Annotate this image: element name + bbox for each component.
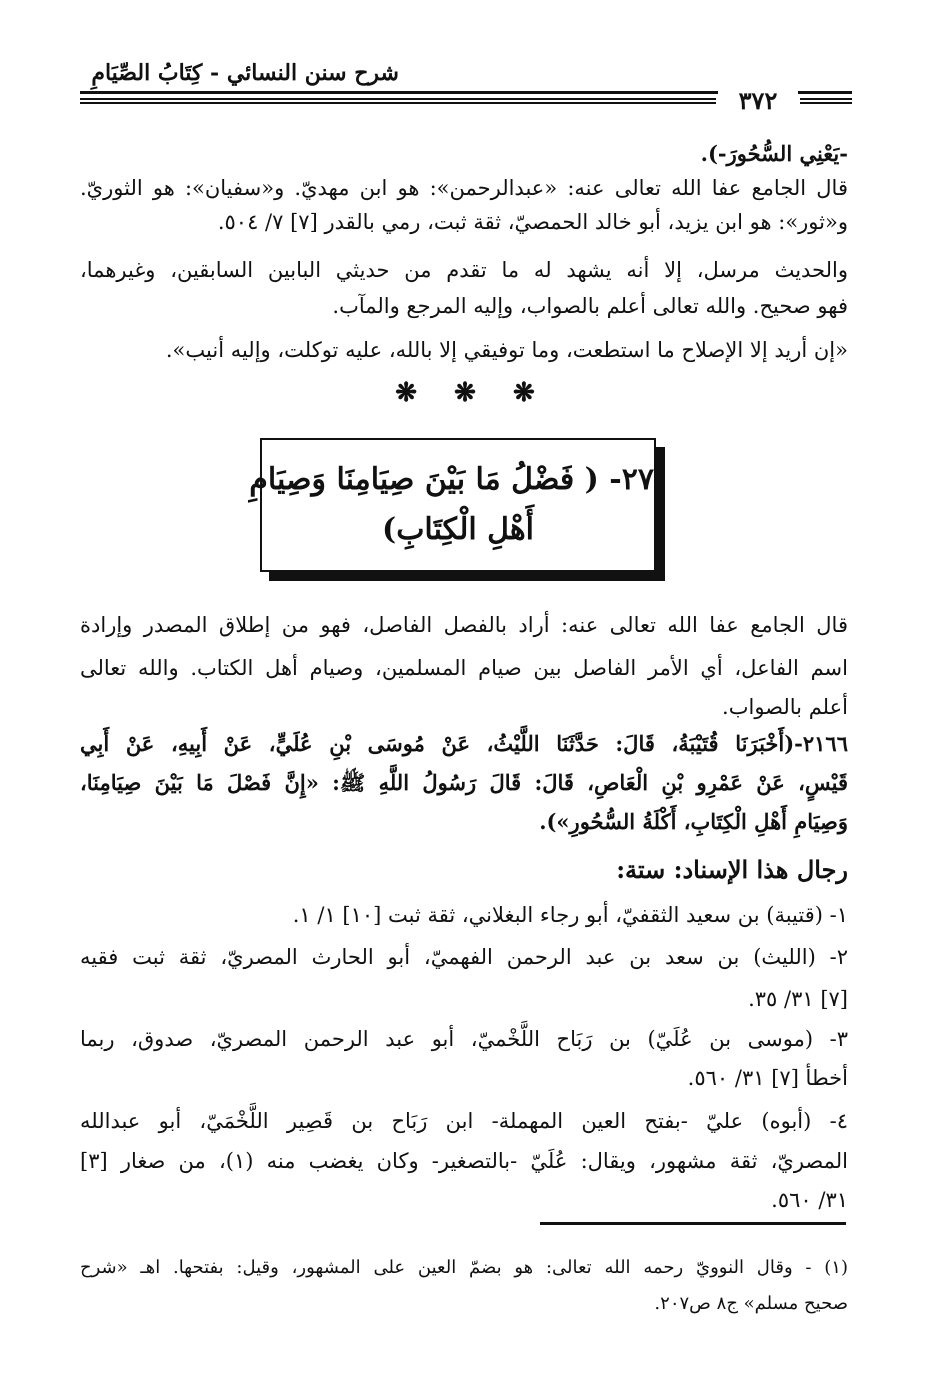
narrator-line: ٢- (الليث) بن سعد بن عبد الرحمن الفهميّ، أبو الحارث المصريّ، ثقة ثبت فقيه bbox=[80, 945, 848, 969]
text-line: والحديث مرسل، إلا أنه يشهد له ما تقدم من حديثي البابين السابقين، وغيرهما، bbox=[80, 258, 848, 282]
narrator-line: ٣- (موسى بن عُلَيّ) بن رَبَاح اللَّخْميّ، أبو عبد الرحمن المصريّ، صدوق، ربما bbox=[80, 1027, 848, 1051]
narrator-line: المصريّ، ثقة مشهور، ويقال: عُلَيّ -بالتصغير- وكان يغضب منه (١)، من صغار [٣] bbox=[80, 1149, 849, 1173]
header-rule bbox=[800, 102, 852, 104]
narrator-line: ١- (قتيبة) بن سعيد الثقفيّ، أبو رجاء البغلاني، ثقة ثبت [١٠] ١/ ١. bbox=[292, 903, 848, 927]
running-header-title: شرح سنن النسائي - كِتَابُ الصِّيَامِ bbox=[91, 60, 399, 86]
text-line: قال الجامع عفا الله تعالى عنه: «عبدالرحمن»: هو ابن مهديّ. و«سفيان»: هو الثوريّ. bbox=[80, 176, 848, 200]
footnote-line: (١) - وقال النوويّ رحمه الله تعالى: هو بضمّ العين على المشهور، وقيل: بفتحها. اهـ «شرح bbox=[80, 1257, 848, 1278]
text-line: قال الجامع عفا الله تعالى عنه: أراد بالفصل الفاصل، فهو من إطلاق المصدر وإرادة bbox=[80, 613, 848, 637]
text-line: -يَعْنِي السُّحُورَ-). bbox=[700, 141, 848, 166]
chapter-heading-box bbox=[249, 438, 656, 572]
hadith-line: قَيْسٍ، عَنْ عَمْرِو بْنِ الْعَاصِ، قَالَ: قَالَ رَسُولُ اللَّهِ ﷺ: «إِنَّ فَصْلَ مَا بَيْنَ صِيَامِنَا، bbox=[80, 770, 848, 795]
header-rule bbox=[80, 98, 716, 100]
text-line: و«ثور»: هو ابن يزيد، أبو خالد الحمصيّ، ثقة ثبت، رمي بالقدر [٧] ٧/ ٥٠٤. bbox=[217, 210, 848, 234]
narrator-line: ٤- (أبوه) عليّ -بفتح العين المهملة- ابن رَبَاح بن قَصِير اللَّخْمَيّ، أبو عبدالله bbox=[80, 1109, 848, 1133]
section-heading: رجال هذا الإسناد: ستة: bbox=[616, 855, 848, 884]
text-line: فهو صحيح. والله تعالى أعلم بالصواب، وإليه المرجع والمآب. bbox=[332, 294, 848, 318]
header-rule bbox=[800, 98, 852, 100]
text-line: اسم الفاعل، أي الأمر الفاصل بين صيام المسلمين، وصيام أهل الكتاب. والله تعالى bbox=[80, 656, 848, 680]
chapter-title-line: أَهْلِ الْكِتَابِ) bbox=[382, 512, 534, 547]
page-number: ٣٧٢ bbox=[718, 86, 798, 116]
header-rule bbox=[80, 102, 716, 104]
footnote-rule bbox=[540, 1222, 846, 1225]
hadith-line: وَصِيَامِ أَهْلِ الْكِتَابِ، أَكْلَةُ السُّحُورِ»). bbox=[539, 809, 848, 834]
narrator-line: ٣١/ ٥٦٠. bbox=[771, 1188, 848, 1212]
footnote-line: صحيح مسلم» ج٨ ص٢٠٧. bbox=[654, 1293, 848, 1314]
text-line: أعلم بالصواب. bbox=[722, 695, 848, 719]
hadith-line: ٢١٦٦-(أَخْبَرَنَا قُتَيْبَةُ، قَالَ: حَدَّثَنَا اللَّيْثُ، عَنْ مُوسَى بْنِ عُلَيٍّ، عَنْ أَبِيهِ، عَنْ أَبِي bbox=[80, 731, 848, 756]
text-line: «إن أريد إلا الإصلاح ما استطعت، وما توفيقي إلا بالله، عليه توكلت، وإليه أنيب». bbox=[165, 338, 848, 362]
narrator-line: [٧] ٣١/ ٣٥. bbox=[748, 987, 848, 1011]
narrator-line: أخطأ [٧] ٣١/ ٥٦٠. bbox=[687, 1066, 848, 1090]
chapter-title-line: ٢٧- ( فَضْلُ مَا بَيْنَ صِيَامِنَا وَصِيَامِ bbox=[249, 462, 654, 497]
section-separator: ❋ ❋ ❋ bbox=[395, 378, 549, 408]
